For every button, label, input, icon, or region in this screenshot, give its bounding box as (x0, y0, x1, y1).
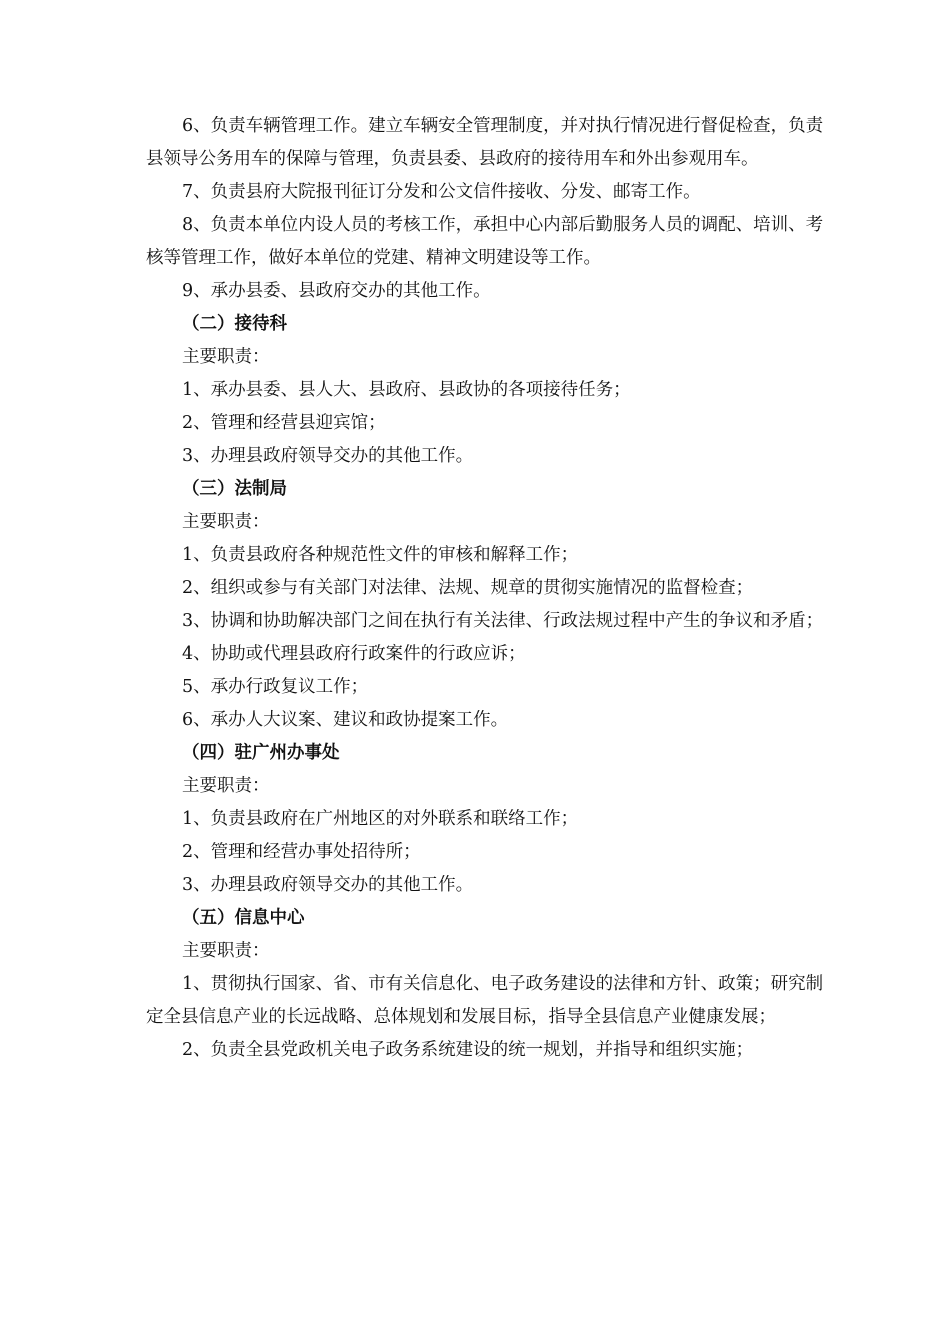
list-item: 2、组织或参与有关部门对法律、法规、规章的贯彻实施情况的监督检查； (182, 578, 754, 598)
list-item: 3、协调和协助解决部门之间在执行有关法律、行政法规过程中产生的争议和矛盾； (182, 611, 824, 631)
list-item: 4、协助或代理县政府行政案件的行政应诉； (182, 644, 526, 664)
list-item: 1、贯彻执行国家、省、市有关信息化、电子政务建设的法律和方针、政策；研究制定全县信息产业的长远战略、总体规划和发展目标，指导全县信息产业健康发展； (146, 974, 824, 1027)
list-item: 1、承办县委、县人大、县政府、县政协的各项接待任务； (182, 380, 631, 400)
duties-label: 主要职责： (182, 776, 270, 796)
list-item: 2、负责全县党政机关电子政务系统建设的统一规划，并指导和组织实施； (182, 1040, 754, 1060)
list-item: 5、承办行政复议工作； (182, 677, 369, 697)
section-heading-reception: （二）接待科 (182, 314, 287, 334)
list-item: 3、办理县政府领导交办的其他工作。 (182, 446, 474, 466)
section-heading-guangzhou-office: （四）驻广州办事处 (182, 743, 340, 763)
list-item: 2、管理和经营办事处招待所； (182, 842, 421, 862)
list-item: 2、管理和经营县迎宾馆； (182, 413, 386, 433)
paragraph-staff-assessment: 8、负责本单位内设人员的考核工作，承担中心内部后勤服务人员的调配、培训、考核等管理工作，做好本单位的党建、精神文明建设等工作。 (146, 215, 824, 268)
paragraph-other-duties: 9、承办县委、县政府交办的其他工作。 (182, 281, 491, 301)
document-page (146, 110, 826, 1067)
duties-label: 主要职责： (182, 512, 270, 532)
duties-label: 主要职责： (182, 941, 270, 961)
paragraph-vehicle-management: 6、负责车辆管理工作。建立车辆安全管理制度，并对执行情况进行督促检查，负责县领导公务用车的保障与管理，负责县委、县政府的接待用车和外出参观用车。 (146, 116, 824, 169)
section-heading-information-center: （五）信息中心 (182, 908, 305, 928)
list-item: 1、负责县政府在广州地区的对外联系和联络工作； (182, 809, 579, 829)
list-item: 1、负责县政府各种规范性文件的审核和解释工作； (182, 545, 579, 565)
list-item: 3、办理县政府领导交办的其他工作。 (182, 875, 474, 895)
duties-label: 主要职责： (182, 347, 270, 367)
section-heading-legal-bureau: （三）法制局 (182, 479, 287, 499)
paragraph-mail-handling: 7、负责县府大院报刊征订分发和公文信件接收、分发、邮寄工作。 (182, 182, 701, 202)
list-item: 6、承办人大议案、建议和政协提案工作。 (182, 710, 509, 730)
